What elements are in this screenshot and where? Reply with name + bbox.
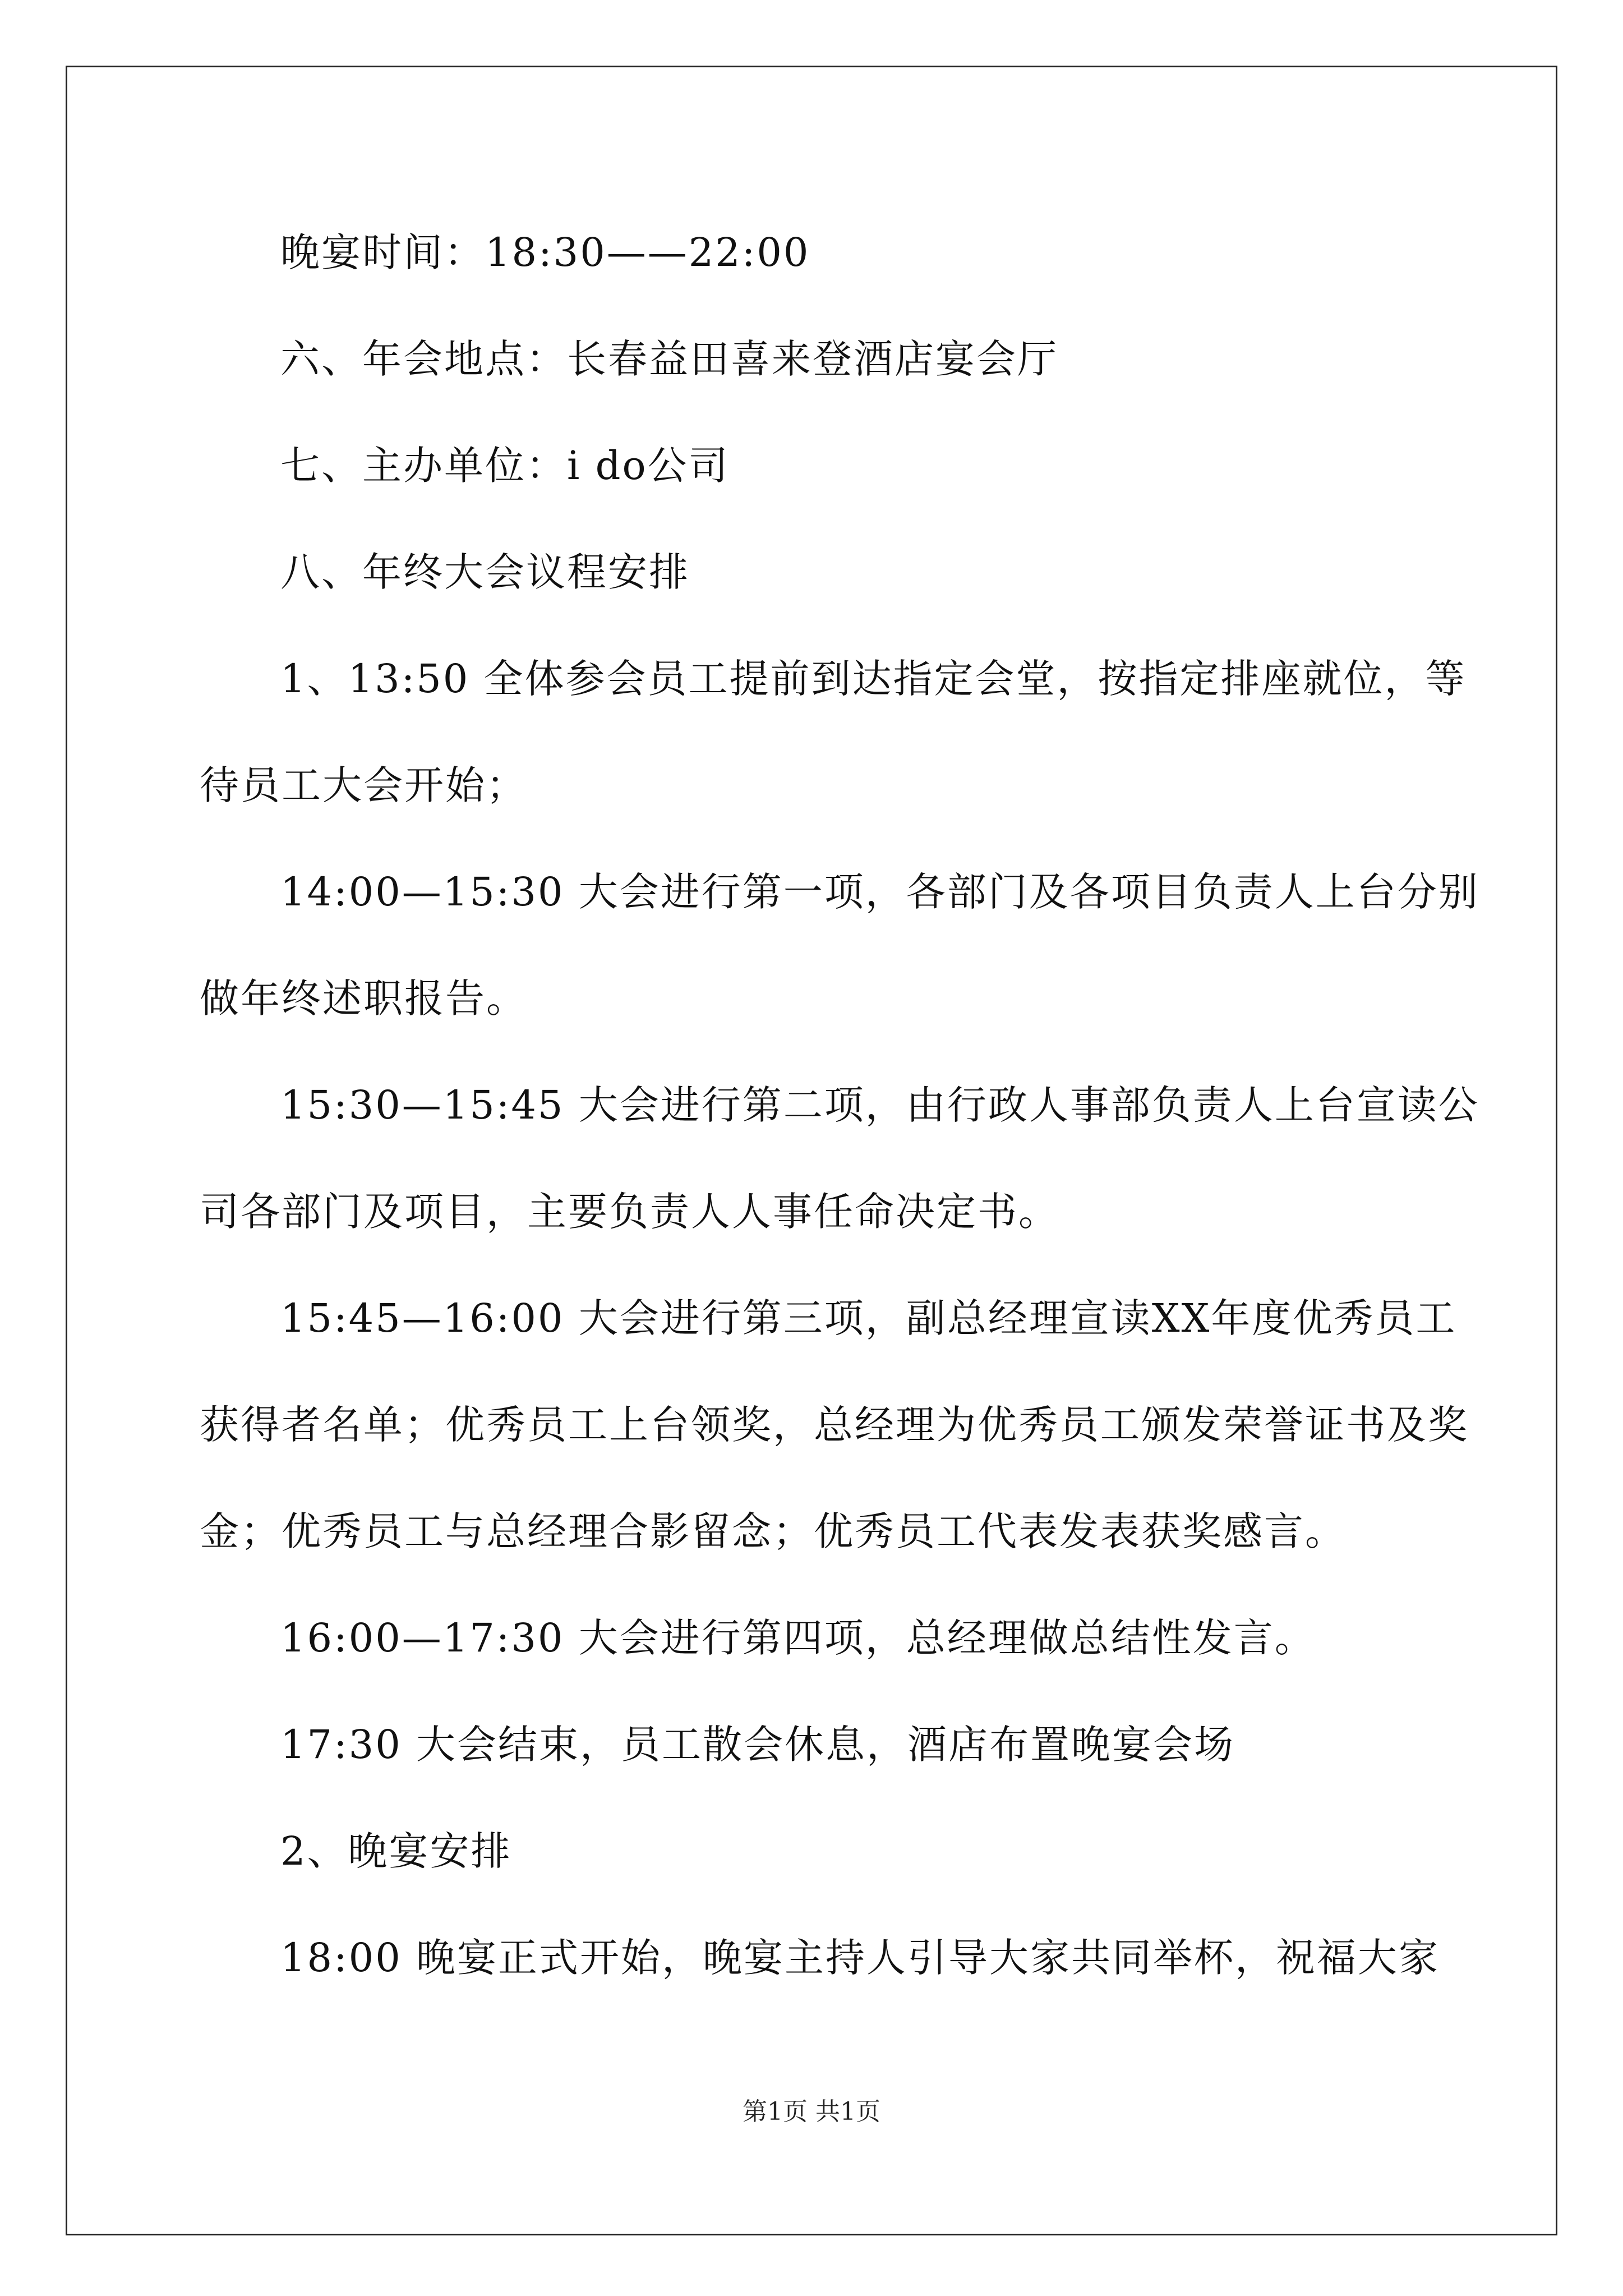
text-line-agenda-item-2-cont: 司各部门及项目，主要负责人人事任命决定书。 <box>200 1189 1059 1235</box>
text-line-organizer: 七、主办单位：i do公司 <box>280 443 730 489</box>
page-footer: 第1页 共1页 <box>743 2097 880 2126</box>
text-line-agenda-item-1: 14:00—15:30 大会进行第一项，各部门及各项目负责人上台分别 <box>280 869 1479 915</box>
text-line-agenda-1: 1、13:50 全体参会员工提前到达指定会堂，按指定排座就位，等 <box>280 656 1467 702</box>
text-line-banquet-start: 18:00 晚宴正式开始，晚宴主持人引导大家共同举杯，祝福大家 <box>280 1935 1440 1981</box>
text-line-agenda-heading: 八、年终大会议程安排 <box>280 549 690 595</box>
text-line-agenda-item-2: 15:30—15:45 大会进行第二项，由行政人事部负责人上台宣读公 <box>280 1082 1479 1128</box>
text-line-banquet-time: 晚宴时间：18:30——22:00 <box>280 229 810 275</box>
text-line-agenda-item-1-cont: 做年终述职报告。 <box>200 976 527 1022</box>
text-line-meeting-end: 17:30 大会结束，员工散会休息，酒店布置晚宴会场 <box>280 1722 1235 1768</box>
text-line-agenda-item-3: 15:45—16:00 大会进行第三项，副总经理宣读XX年度优秀员工 <box>280 1295 1457 1341</box>
text-line-banquet-heading: 2、晚宴安排 <box>280 1828 512 1874</box>
text-line-agenda-1-cont: 待员工大会开始； <box>200 762 527 808</box>
text-line-agenda-item-4: 16:00—17:30 大会进行第四项，总经理做总结性发言。 <box>280 1615 1316 1661</box>
text-line-agenda-item-3-cont-2: 金；优秀员工与总经理合影留念；优秀员工代表发表获奖感言。 <box>200 1508 1346 1554</box>
text-line-agenda-item-3-cont: 获得者名单；优秀员工上台领奖，总经理为优秀员工颁发荣誉证书及奖 <box>200 1402 1469 1448</box>
page-frame <box>66 66 1557 2235</box>
text-line-venue: 六、年会地点：长春益田喜来登酒店宴会厅 <box>280 336 1058 382</box>
